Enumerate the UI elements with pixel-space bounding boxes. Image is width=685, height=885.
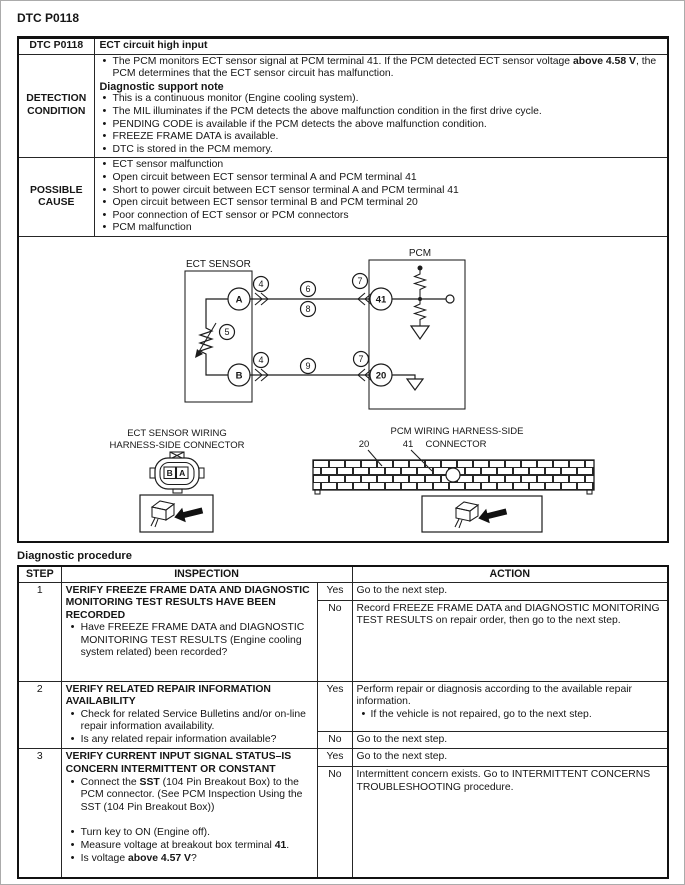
bullet-text: ?	[190, 852, 197, 864]
callout-4: 4	[258, 354, 264, 365]
step3-yes-label: Yes	[318, 749, 352, 767]
pcm-harness-connector	[313, 426, 594, 494]
step2-inspection	[61, 681, 318, 749]
ect-harness-connector	[110, 428, 245, 493]
inspection-bullet	[68, 777, 314, 815]
intro-bold: above 4.58 V	[572, 55, 636, 67]
cause-bullet: • ECT sensor malfunction	[100, 159, 663, 172]
yes-action-main: Perform repair or diagnosis according to the available repair information.	[356, 683, 632, 708]
inspection-bullet	[68, 734, 314, 747]
inspection-bullet	[68, 827, 314, 840]
ground-symbol	[407, 379, 423, 390]
step1-inspection	[61, 582, 318, 681]
bullet-text: (104 Pin Breakout Box) to the PCM connector. (See PCM Inspection Using the SST (104 Pin Breakout Box))	[80, 776, 303, 813]
procedure-header-row	[18, 566, 668, 582]
ect-connector-view-icon	[140, 495, 213, 532]
ect-sensor-block	[185, 259, 252, 402]
pcm-connector-view-icon	[422, 496, 542, 532]
power-node	[418, 265, 423, 270]
bullet-text: Connect the	[80, 776, 140, 788]
cause-bullet: • Poor connection of ECT sensor or PCM connectors	[100, 210, 663, 223]
wiring-diagram	[24, 238, 672, 540]
possible-cause-row	[18, 158, 668, 237]
step1-number: 1	[18, 582, 61, 681]
pcm-connector-label-2: CONNECTOR	[425, 438, 487, 450]
step2-number: 2	[18, 681, 61, 749]
step3-inspection	[61, 749, 318, 879]
inspection-bullet	[68, 853, 314, 866]
bullet-text: Is voltage	[80, 852, 128, 864]
bullet-text: Turn key to ON (Engine off).	[80, 827, 210, 839]
detection-bullet: • PENDING CODE is available if the PCM detects the above malfunction condition.	[100, 119, 663, 132]
ect-pin-a: A	[179, 467, 186, 478]
bullet-text: Have FREEZE FRAME DATA and DIAGNOSTIC MONITORING TEST RESULTS (Engine cooling system related) been recorded?	[80, 622, 305, 659]
dtc-header-row	[18, 38, 668, 55]
ect-connector-label-1: ECT SENSOR WIRING	[127, 427, 227, 439]
ground-symbol	[411, 326, 429, 339]
intro-pre: The PCM monitors ECT sensor signal at PCM terminal 41. If the PCM detected ECT sensor voltage	[112, 55, 573, 67]
bullet-text: Is any related repair information available?	[80, 733, 277, 745]
callout-5: 5	[224, 326, 230, 337]
inspection-bullet	[68, 622, 314, 660]
cause-bullet: • Short to power circuit between ECT sensor terminal A and PCM terminal 41	[100, 185, 663, 198]
step2-no-label: No	[318, 731, 352, 749]
step2-yes-row	[18, 681, 668, 731]
pcm-pin-41-label: 41	[402, 438, 414, 450]
inspection-title: VERIFY RELATED REPAIR INFORMATION AVAILABILITY	[65, 683, 271, 708]
bullet-bold: SST	[139, 776, 160, 788]
pcm-block	[369, 248, 465, 409]
page-title: DTC P0118	[17, 11, 80, 25]
detection-condition-label: DETECTION CONDITION	[18, 54, 94, 158]
callout-9: 9	[305, 360, 311, 371]
inspection-title: VERIFY CURRENT INPUT SIGNAL STATUS–IS CONCERN INTERMITTENT OR CONSTANT	[65, 751, 292, 776]
callout-4: 4	[258, 278, 264, 289]
cause-bullet: • Open circuit between ECT sensor terminal A and PCM terminal 41	[100, 172, 663, 185]
diagnostic-procedure-table	[17, 565, 669, 880]
diagnostic-support-note-heading: Diagnostic support note	[99, 80, 224, 93]
callout-7: 7	[358, 353, 364, 364]
pullup-resistor	[415, 270, 426, 299]
cause-bullet: • Open circuit between ECT sensor terminal B and PCM terminal 20	[100, 197, 663, 210]
detection-bullet: • The MIL illuminates if the PCM detects the above malfunction condition in the first drive cycle.	[100, 106, 663, 119]
terminal-a: A	[235, 294, 243, 306]
ect-sensor-label: ECT SENSOR	[186, 258, 251, 270]
step1-yes-action: Go to the next step.	[352, 582, 668, 600]
step1-no-label: No	[318, 600, 352, 681]
col-header-action: ACTION	[352, 566, 668, 582]
detection-condition-row	[18, 54, 668, 158]
dtc-table	[17, 36, 669, 543]
pcm-connector-label-1: PCM WIRING HARNESS-SIDE	[390, 425, 524, 437]
step3-no-label: No	[318, 767, 352, 879]
yes-action-sub-bullet: • If the vehicle is not repaired, go to the next step.	[357, 709, 664, 722]
inspection-bullet	[68, 709, 314, 734]
step2-yes-label: Yes	[318, 681, 352, 731]
possible-cause-label: POSSIBLE CAUSE	[18, 158, 94, 237]
bullet-text: Measure voltage at breakout box terminal	[80, 840, 275, 852]
pcm-label: PCM	[408, 247, 432, 259]
ect-connector-label-2: HARNESS-SIDE CONNECTOR	[109, 439, 245, 451]
connector-wires	[455, 519, 462, 528]
step3-number: 3	[18, 749, 61, 879]
wire-b-to-20	[250, 351, 372, 381]
terminal-b: B	[235, 370, 243, 382]
dtc-name: ECT circuit high input	[94, 38, 668, 55]
bullet-text: Check for related Service Bulletins and/or on-line repair information availability.	[80, 708, 306, 733]
ect-pin-b: B	[166, 467, 173, 478]
col-header-inspection: INSPECTION	[61, 566, 352, 582]
step2-no-action: Go to the next step.	[352, 731, 668, 749]
detection-bullet: • FREEZE FRAME DATA is available.	[100, 131, 663, 144]
view-arrow-icon	[172, 503, 204, 525]
wire-a-to-41	[250, 273, 372, 316]
intro-post: , the PCM determines that the ECT sensor circuit has malfunction.	[112, 55, 657, 80]
inspection-bullet	[68, 840, 314, 853]
step3-yes-row	[18, 749, 668, 767]
step1-yes-row	[18, 582, 668, 600]
step3-yes-action: Go to the next step.	[352, 749, 668, 767]
terminal-20: 20	[375, 370, 387, 382]
possible-cause-content	[94, 158, 668, 237]
view-arrow-icon	[476, 504, 508, 526]
pcm-pin-20-label: 20	[358, 438, 370, 450]
terminal-41: 41	[375, 294, 387, 306]
pcm-connector-bolt-hole	[446, 468, 460, 482]
callout-6: 6	[305, 283, 311, 294]
detection-intro-bullet	[100, 56, 663, 81]
step1-yes-label: Yes	[318, 582, 352, 600]
wiring-diagram-row	[18, 236, 668, 542]
bullet-bold: above 4.57 V	[128, 852, 191, 864]
step2-yes-action	[352, 681, 668, 731]
col-header-step: STEP	[18, 566, 61, 582]
callout-8: 8	[305, 303, 311, 314]
detection-bullet: • This is a continuous monitor (Engine cooling system).	[100, 93, 663, 106]
cause-bullet: • PCM malfunction	[100, 222, 663, 235]
pulldown-resistor	[415, 299, 426, 326]
callout-7: 7	[357, 275, 363, 286]
bullet-text: .	[286, 840, 290, 852]
pcm-signal-node	[446, 295, 454, 303]
wiring-diagram-cell	[18, 236, 668, 542]
detection-bullet: • DTC is stored in the PCM memory.	[100, 144, 663, 157]
dtc-code: DTC P0118	[18, 38, 94, 55]
connector-wires	[151, 518, 158, 527]
step1-no-action: Record FREEZE FRAME DATA and DIAGNOSTIC MONITORING TEST RESULTS on repair order, then go to the next step.	[352, 600, 668, 681]
bullet-bold: 41	[274, 840, 287, 852]
inspection-title: VERIFY FREEZE FRAME DATA AND DIAGNOSTIC MONITORING TEST RESULTS HAVE BEEN RECORDED	[65, 584, 310, 621]
step3-no-action: Intermittent concern exists. Go to INTERMITTENT CONCERNS TROUBLESHOOTING procedure.	[352, 767, 668, 879]
diagnostic-procedure-title: Diagnostic procedure	[17, 549, 133, 562]
detection-condition-content	[94, 54, 668, 158]
